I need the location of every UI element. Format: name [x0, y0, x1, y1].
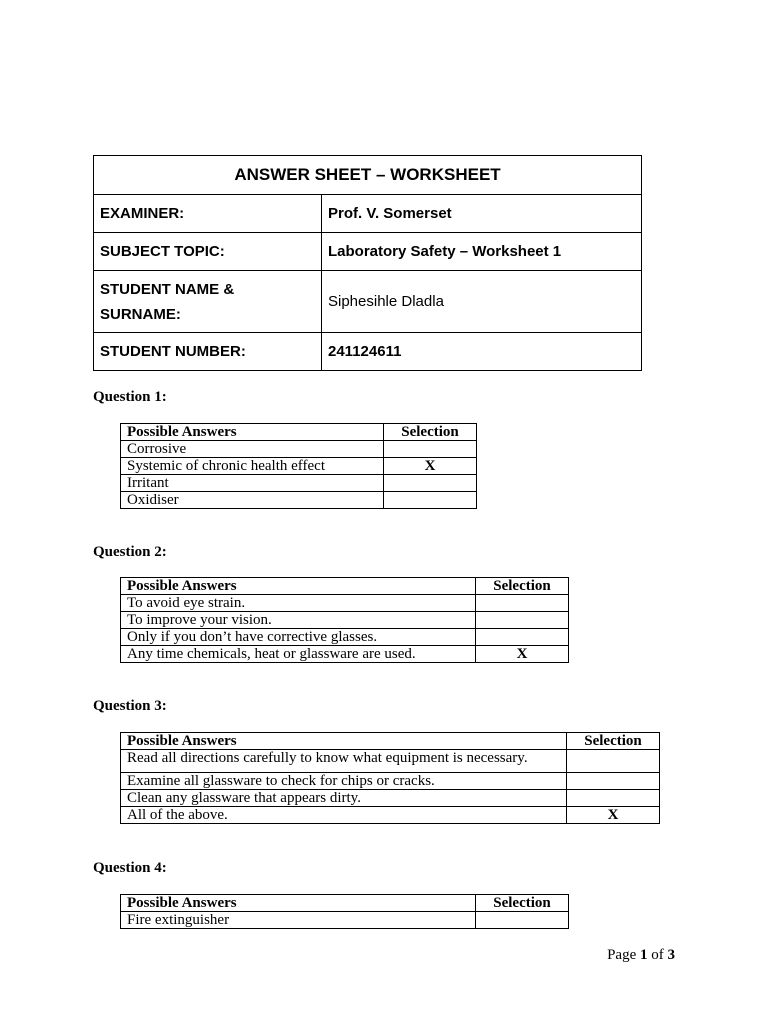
- answer-cell: Only if you don’t have corrective glasses.: [121, 629, 476, 646]
- table-row: [121, 475, 477, 492]
- answer-cell: To improve your vision.: [121, 612, 476, 629]
- col-possible-answers: Possible Answers: [121, 895, 476, 912]
- question-3-label: Question 3:: [93, 698, 167, 714]
- selection-cell[interactable]: [384, 492, 477, 509]
- answer-cell: Clean any glassware that appears dirty.: [121, 790, 567, 807]
- selection-cell[interactable]: [476, 595, 569, 612]
- table-row: [121, 441, 477, 458]
- col-selection: Selection: [567, 733, 660, 750]
- table-row: [121, 492, 477, 509]
- answer-cell: Oxidiser: [121, 492, 384, 509]
- examiner-row: [94, 195, 642, 233]
- examiner-value: Prof. V. Somerset: [322, 195, 642, 233]
- col-possible-answers: Possible Answers: [121, 424, 384, 441]
- table-row: [121, 773, 660, 790]
- examiner-label: EXAMINER:: [94, 195, 322, 233]
- student-name-row: [94, 271, 642, 333]
- table-header-row: [121, 895, 569, 912]
- table-header-row: [121, 424, 477, 441]
- question-2-table: [120, 577, 569, 663]
- student-name-label-line1: STUDENT NAME &: [100, 280, 235, 298]
- table-header-row: [121, 733, 660, 750]
- col-possible-answers: Possible Answers: [121, 733, 567, 750]
- student-number-value: 241124611: [322, 333, 642, 371]
- col-selection: Selection: [476, 895, 569, 912]
- selection-cell[interactable]: [476, 629, 569, 646]
- selection-cell[interactable]: X: [384, 458, 477, 475]
- selection-cell[interactable]: X: [476, 646, 569, 663]
- page-prefix: Page: [607, 947, 637, 963]
- answer-cell: Examine all glassware to check for chips or cracks.: [121, 773, 567, 790]
- question-3-table: [120, 732, 660, 824]
- selection-cell[interactable]: [384, 475, 477, 492]
- question-1-label: Question 1:: [93, 389, 167, 405]
- col-possible-answers: Possible Answers: [121, 578, 476, 595]
- selection-cell[interactable]: [567, 773, 660, 790]
- table-header-row: [121, 578, 569, 595]
- answer-cell: Any time chemicals, heat or glassware are used.: [121, 646, 476, 663]
- page-total: 3: [667, 947, 675, 963]
- answer-cell: Corrosive: [121, 441, 384, 458]
- table-row: [121, 807, 660, 824]
- question-4-table: [120, 894, 569, 929]
- page-indicator: [607, 947, 675, 964]
- selection-cell[interactable]: X: [567, 807, 660, 824]
- table-row: [121, 646, 569, 663]
- col-selection: Selection: [476, 578, 569, 595]
- col-selection: Selection: [384, 424, 477, 441]
- answer-sheet-header-table: [93, 155, 642, 371]
- answer-cell: All of the above.: [121, 807, 567, 824]
- question-1-table: [120, 423, 477, 509]
- table-row: [121, 912, 569, 929]
- subject-topic-label: SUBJECT TOPIC:: [94, 233, 322, 271]
- question-2-label: Question 2:: [93, 544, 167, 560]
- answer-cell: Systemic of chronic health effect: [121, 458, 384, 475]
- sheet-title: ANSWER SHEET – WORKSHEET: [94, 156, 642, 195]
- table-row: [121, 629, 569, 646]
- page-sep: of: [651, 947, 664, 963]
- student-name-label: [94, 271, 322, 333]
- selection-cell[interactable]: [567, 750, 660, 773]
- selection-cell[interactable]: [476, 612, 569, 629]
- table-row: [121, 612, 569, 629]
- student-number-label: STUDENT NUMBER:: [94, 333, 322, 371]
- question-4-label: Question 4:: [93, 860, 167, 876]
- selection-cell[interactable]: [476, 912, 569, 929]
- student-name-value: Siphesihle Dladla: [322, 271, 642, 333]
- selection-cell[interactable]: [567, 790, 660, 807]
- table-row: [121, 790, 660, 807]
- answer-cell: Read all directions carefully to know what equipment is necessary.: [121, 750, 567, 773]
- answer-cell: To avoid eye strain.: [121, 595, 476, 612]
- subject-topic-row: [94, 233, 642, 271]
- table-row: [121, 750, 660, 773]
- table-row: [121, 458, 477, 475]
- answer-cell: Fire extinguisher: [121, 912, 476, 929]
- student-name-label-line2: SURNAME:: [100, 305, 181, 323]
- subject-topic-value: Laboratory Safety – Worksheet 1: [322, 233, 642, 271]
- student-number-row: [94, 333, 642, 371]
- answer-cell: Irritant: [121, 475, 384, 492]
- table-row: [121, 595, 569, 612]
- selection-cell[interactable]: [384, 441, 477, 458]
- page-current: 1: [640, 947, 648, 963]
